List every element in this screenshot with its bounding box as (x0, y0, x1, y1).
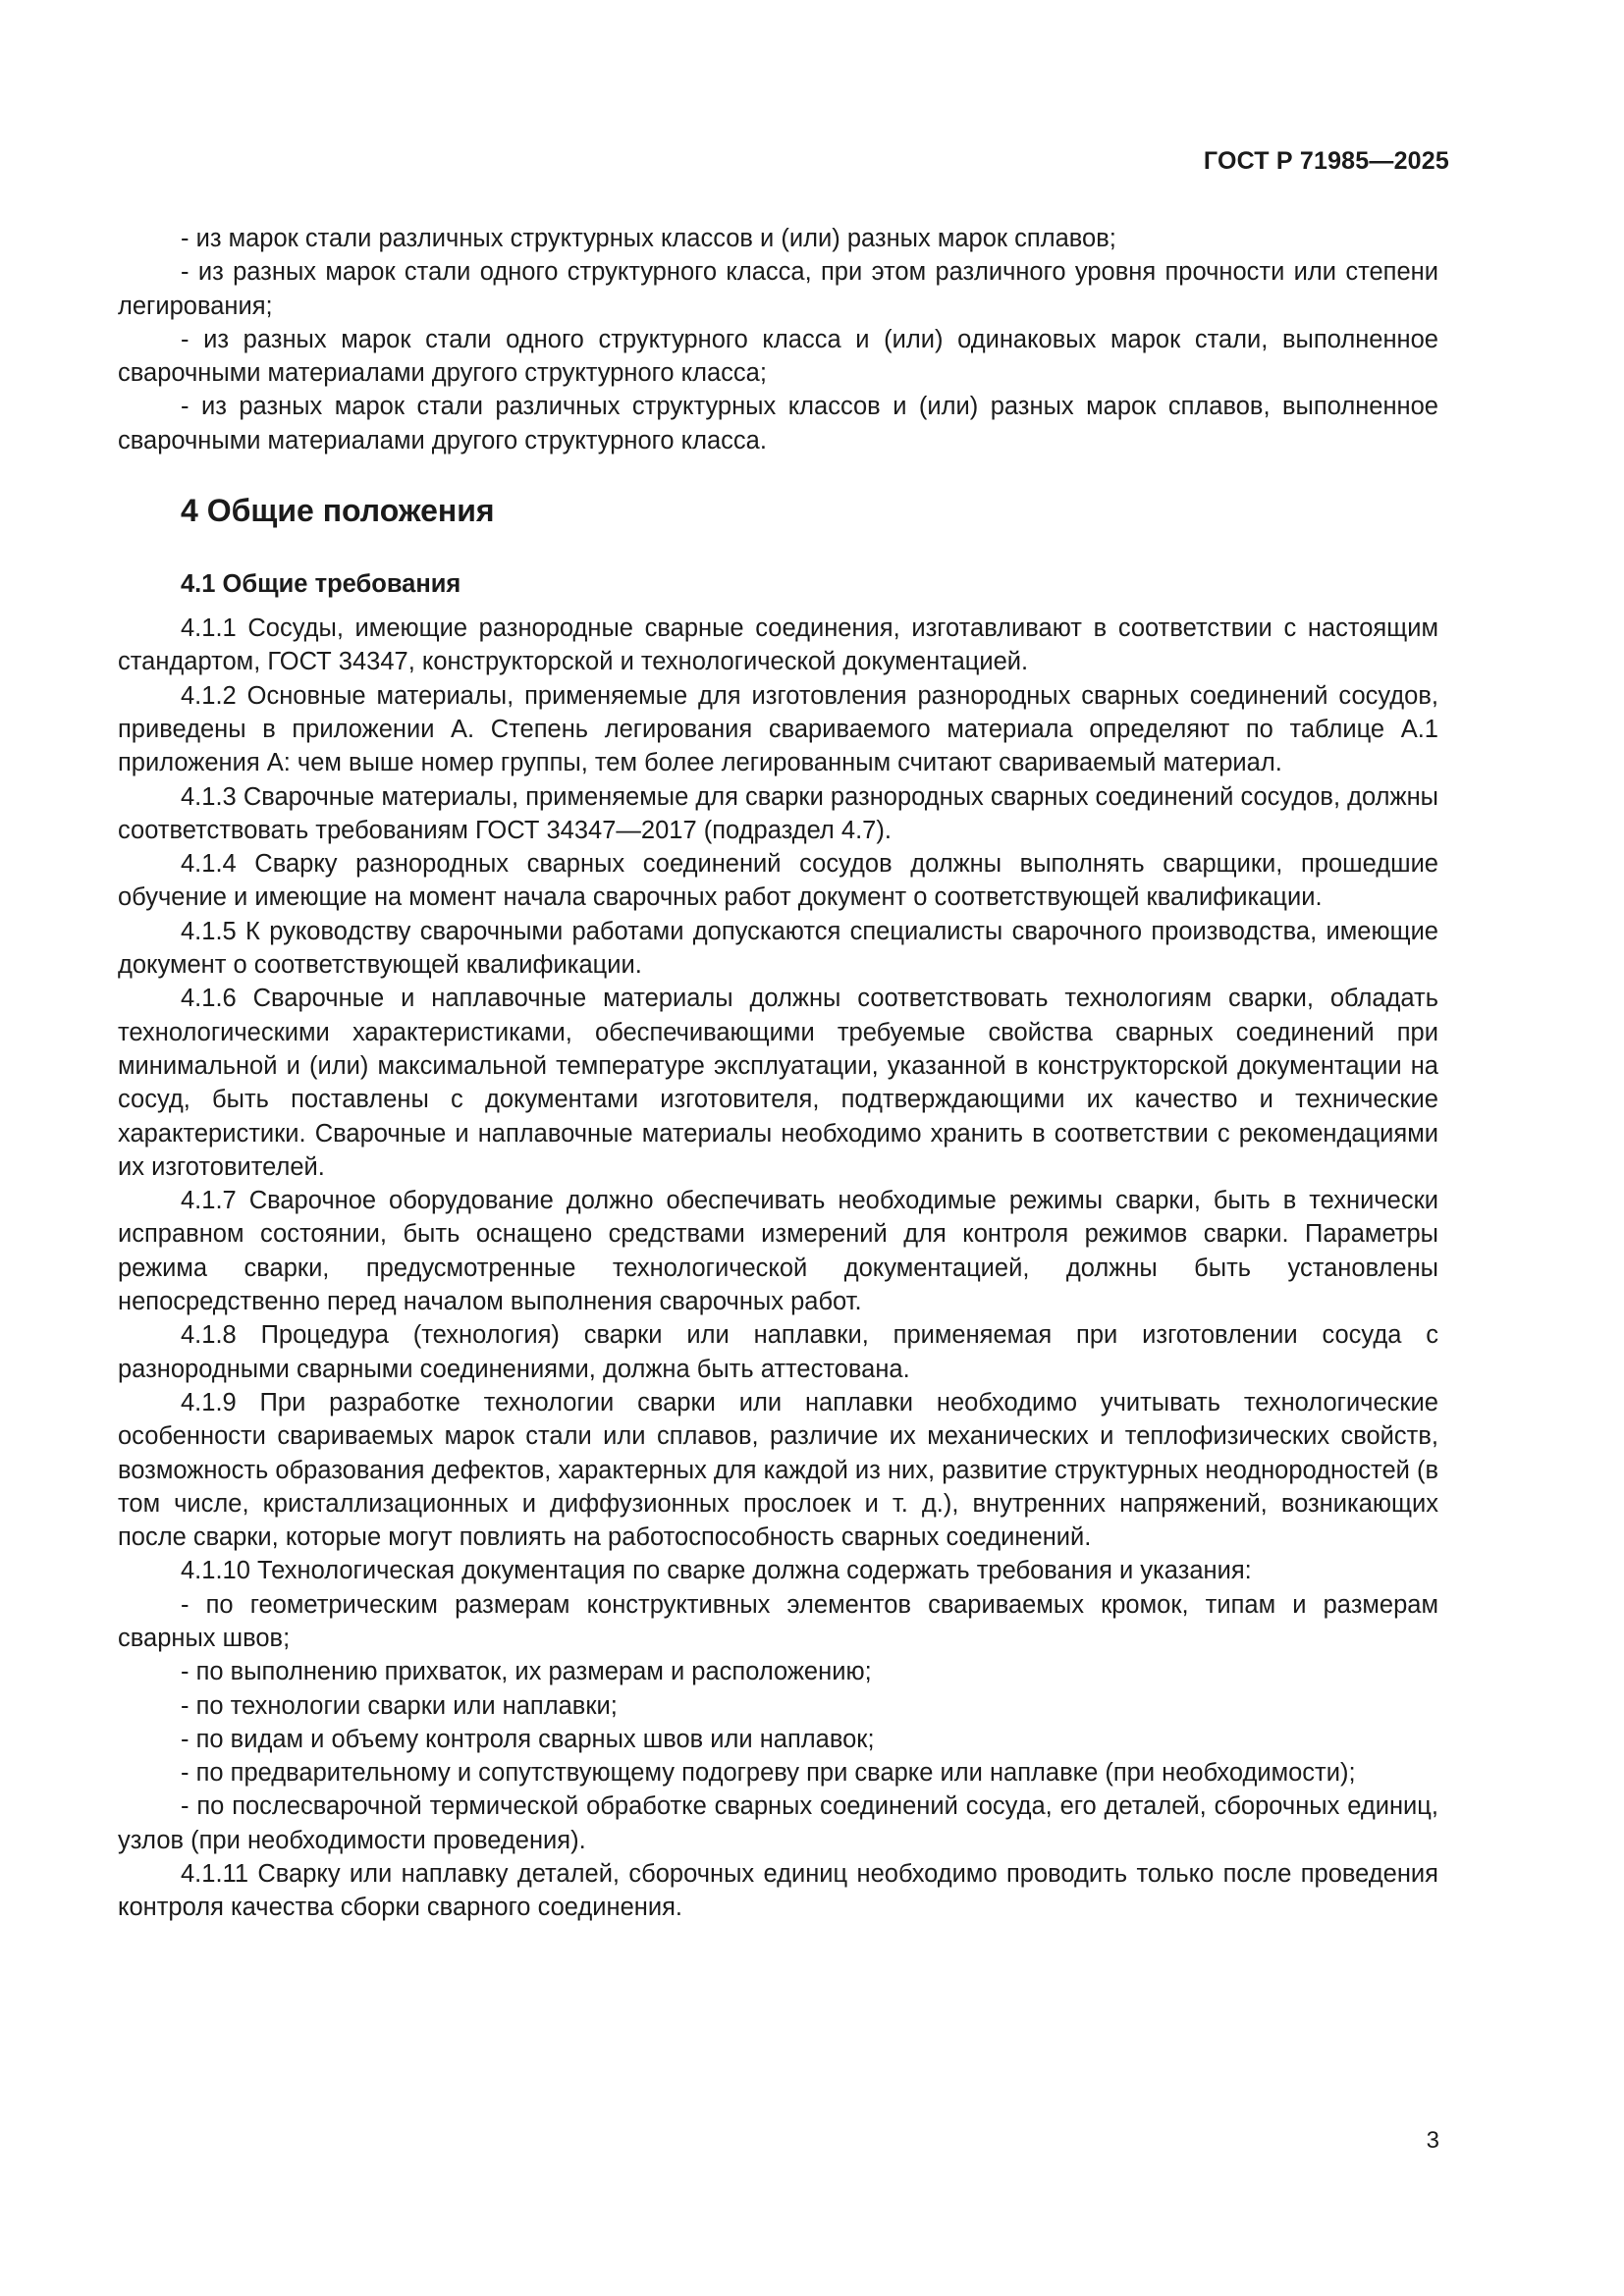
paragraph-4-1-1: 4.1.1 Сосуды, имеющие разнородные сварные соединения, изготавливают в соответствии с настоящим стандартом, ГОСТ 34347, конструкторской и технологической документацией. (118, 614, 1438, 676)
paragraph-4-1-6: 4.1.6 Сварочные и наплавочные материалы должны соответствовать технологиям сварки, обладать технологическими характеристиками, обеспечивающими требуемые свойства сварных соединений при минимальной и (или) максимальной температуре эксплуатации, указанной в конструкторской документации на сосуд, быть поставлены с документами изготовителя, подтверждающими их качество и технические характеристики. Сварочные и наплавочные материалы необходимо хранить в соответствии с рекомендациями их изготовителей. (118, 985, 1438, 1181)
list-item: - из разных марок стали одного структурного класса, при этом различного уровня прочности или степени легирования; (118, 258, 1438, 320)
paragraph-4-1-4: 4.1.4 Сварку разнородных сварных соединений сосудов должны выполнять сварщики, прошедшие обучение и имеющие на момент начала сварочных работ документ о соответствующей квалификации. (118, 850, 1438, 912)
paragraph-4-1-10: 4.1.10 Технологическая документация по сварке должна содержать требования и указания: (181, 1557, 1252, 1585)
page-content (118, 222, 1438, 1925)
paragraph-4-1-7: 4.1.7 Сварочное оборудование должно обеспечивать необходимые режимы сварки, быть в технически исправном состоянии, быть оснащено средствами измерений для контроля режимов сварки. Параметры режима сварки, предусмотренные технологической документацией, должны быть установлены непосредственно перед началом выполнения сварочных работ. (118, 1187, 1438, 1316)
paragraph-4-1-9: 4.1.9 При разработке технологии сварки или наплавки необходимо учитывать технологические особенности свариваемых марок стали или сплавов, различие их механических и теплофизических свойств, возможность образования дефектов, характерных для каждой из них, развитие структурных неоднородностей (в том числе, кристаллизационных и диффузионных прослоек и т. д.), внутренних напряжений, возникающих после сварки, которые могут повлиять на работоспособность сварных соединений. (118, 1388, 1438, 1552)
paragraph-4-1-11: 4.1.11 Сварку или наплавку деталей, сборочных единиц необходимо проводить только после проведения контроля качества сборки сварного соединения. (118, 1860, 1438, 1922)
section-heading: 4 Общие положения (181, 493, 495, 529)
document-code: ГОСТ Р 71985—2025 (1203, 147, 1449, 175)
list-item: - из марок стали различных структурных классов и (или) разных марок сплавов; (181, 225, 1116, 252)
list-item: - по выполнению прихваток, их размерам и расположению; (181, 1658, 872, 1686)
page-number: 3 (1426, 2127, 1439, 2154)
paragraph-4-1-2: 4.1.2 Основные материалы, применяемые для изготовления разнородных сварных соединений сосудов, приведены в приложении А. Степень легирования свариваемого материала определяют по таблице А.1 приложения А: чем выше номер группы, тем более легированным считают свариваемый материал. (118, 681, 1438, 777)
list-item: - по видам и объему контроля сварных швов или наплавок; (181, 1725, 875, 1753)
subsection-heading: 4.1 Общие требования (181, 570, 461, 599)
list-item: - из разных марок стали различных структурных классов и (или) разных марок сплавов, выполненное сварочными материалами другого структурного класса. (118, 393, 1438, 454)
list-item: - по предварительному и сопутствующему подогреву при сварке или наплавке (при необходимости); (181, 1759, 1356, 1788)
list-item: - из разных марок стали одного структурного класса и (или) одинаковых марок стали, выполненное сварочными материалами другого структурного класса; (118, 325, 1438, 388)
list-item: - по послесварочной термической обработке сварных соединений сосуда, его деталей, сборочных единиц, узлов (при необходимости проведения). (118, 1792, 1438, 1854)
paragraph-4-1-5: 4.1.5 К руководству сварочными работами допускаются специалисты сварочного производства, имеющие документ о соответствующей квалификации. (118, 917, 1438, 980)
paragraph-4-1-8: 4.1.8 Процедура (технология) сварки или наплавки, применяемая при изготовлении сосуда с разнородными сварными соединениями, должна быть аттестована. (118, 1321, 1438, 1383)
list-item: - по технологии сварки или наплавки; (181, 1691, 618, 1720)
list-item: - по геометрическим размерам конструктивных элементов свариваемых кромок, типам и размерам сварных швов; (118, 1590, 1438, 1652)
paragraph-4-1-3: 4.1.3 Сварочные материалы, применяемые для сварки разнородных сварных соединений сосудов, должны соответствовать требованиям ГОСТ 34347—2017 (подраздел 4.7). (118, 782, 1438, 844)
